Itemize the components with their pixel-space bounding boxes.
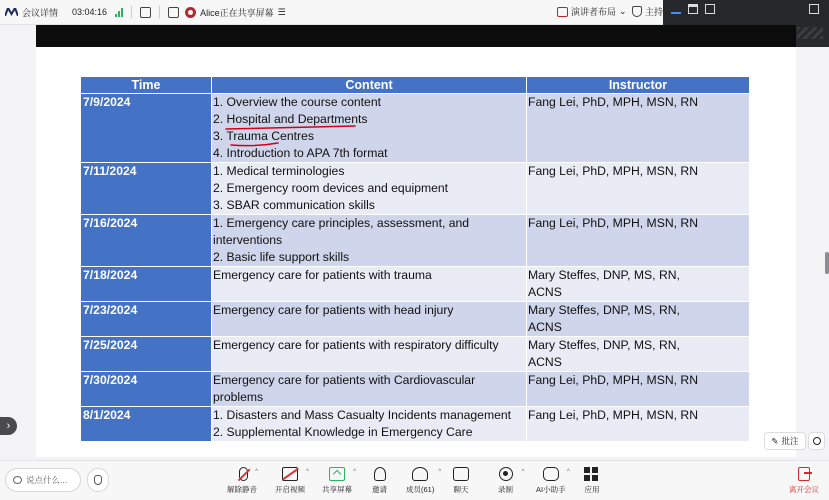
row-instructor bbox=[527, 94, 750, 163]
annotate-label: 批注 bbox=[781, 436, 799, 446]
row-content bbox=[212, 267, 527, 302]
host-button[interactable] bbox=[632, 5, 663, 18]
row-content bbox=[212, 407, 527, 442]
content-line: 1. Medical terminologies bbox=[213, 164, 345, 178]
ai-assistant-button[interactable] bbox=[536, 467, 570, 495]
instructor-line: Mary Steffes, DNP, MS, RN, bbox=[528, 303, 680, 317]
popout-icon[interactable] bbox=[140, 7, 151, 18]
instructor-line: Fang Lei, PhD, MPH, MSN, RN bbox=[528, 373, 698, 387]
header-instructor: Instructor bbox=[527, 77, 750, 94]
content-line: 3. Trauma Centres bbox=[213, 129, 314, 143]
content-line: 1. Emergency care principles, assessment, and bbox=[213, 216, 470, 230]
camera-off-icon: ^ bbox=[282, 467, 298, 481]
row-content bbox=[212, 94, 527, 163]
content-line: 4. Introduction to APA 7th format bbox=[213, 146, 388, 160]
content-line: interventions bbox=[213, 233, 283, 247]
row-content bbox=[212, 372, 527, 407]
header-content: Content bbox=[212, 77, 527, 94]
instructor-line: Fang Lei, PhD, MPH, MSN, RN bbox=[528, 95, 698, 109]
row-date: 7/30/2024 bbox=[81, 372, 212, 407]
row-content bbox=[212, 302, 527, 337]
record-label: 录制 bbox=[498, 485, 513, 494]
sharer-indicator[interactable] bbox=[185, 6, 286, 19]
row-instructor bbox=[527, 372, 750, 407]
panel-view-icons bbox=[671, 4, 715, 14]
content-line: 2. Basic life support skills bbox=[213, 250, 350, 264]
chat-input[interactable] bbox=[5, 468, 81, 492]
content-line: Emergency care for patients with head injury bbox=[213, 303, 454, 317]
table-row bbox=[81, 337, 750, 372]
minimize-icon[interactable] bbox=[671, 4, 681, 14]
instructor-line: Mary Steffes, DNP, MS, RN, bbox=[528, 338, 680, 352]
table-row bbox=[81, 267, 750, 302]
row-instructor bbox=[527, 267, 750, 302]
invite-icon bbox=[374, 467, 386, 481]
speaker-thumbnail bbox=[797, 27, 823, 39]
table-row bbox=[81, 163, 750, 215]
unmute-label: 解除静音 bbox=[227, 485, 257, 494]
table-row bbox=[81, 407, 750, 442]
divider bbox=[131, 6, 132, 18]
instructor-line: Fang Lei, PhD, MPH, MSN, RN bbox=[528, 164, 698, 178]
table-row bbox=[81, 215, 750, 267]
instructor-line: Mary Steffes, DNP, MS, RN, bbox=[528, 268, 680, 282]
leave-label: 离开会议 bbox=[789, 485, 819, 494]
raise-hand-button[interactable] bbox=[87, 468, 109, 492]
chat-label: 聊天 bbox=[453, 485, 469, 494]
table-row bbox=[81, 94, 750, 163]
start-video-button[interactable] bbox=[275, 467, 309, 495]
chat-icon bbox=[453, 467, 469, 481]
apps-button[interactable] bbox=[584, 467, 600, 495]
schedule-table bbox=[80, 76, 750, 442]
row-instructor bbox=[527, 163, 750, 215]
row-instructor bbox=[527, 302, 750, 337]
divider bbox=[159, 6, 160, 18]
invite-button[interactable] bbox=[372, 467, 387, 495]
share-screen-label: 共享屏幕 bbox=[322, 485, 352, 494]
instructor-line: ACNS bbox=[528, 320, 562, 334]
content-line: problems bbox=[213, 390, 264, 404]
apps-icon bbox=[584, 467, 600, 481]
table-row bbox=[81, 302, 750, 337]
row-date: 7/25/2024 bbox=[81, 337, 212, 372]
table-row bbox=[81, 372, 750, 407]
ai-assistant-icon: ^ bbox=[543, 467, 559, 481]
content-line: 2. Emergency room devices and equipment bbox=[213, 181, 449, 195]
row-date: 7/18/2024 bbox=[81, 267, 212, 302]
content-line: 1. Disasters and Mass Casualty Incidents management bbox=[213, 408, 512, 422]
content-line: Emergency care for patients with trauma bbox=[213, 268, 432, 282]
right-scroll-handle[interactable] bbox=[825, 252, 829, 274]
table-header-row bbox=[81, 77, 750, 94]
app-logo-icon bbox=[5, 8, 18, 16]
chevron-down-icon: ⌄ bbox=[619, 6, 627, 16]
instructor-line: ACNS bbox=[528, 285, 562, 299]
content-line: 1. Overview the course content bbox=[213, 95, 382, 109]
app-title[interactable]: 会议详情 bbox=[22, 7, 59, 18]
signal-icon bbox=[115, 8, 123, 17]
leave-meeting-button[interactable] bbox=[789, 467, 819, 495]
list-view-icon[interactable] bbox=[705, 4, 715, 14]
menu-icon[interactable]: ☰ bbox=[277, 6, 286, 17]
shared-screen-top-band bbox=[36, 25, 796, 47]
zoom-icon bbox=[813, 437, 821, 445]
instructor-line: Fang Lei, PhD, MPH, MSN, RN bbox=[528, 216, 698, 230]
layout-icon bbox=[557, 7, 568, 17]
pen-icon: ✎ bbox=[771, 435, 779, 446]
instructor-line: ACNS bbox=[528, 355, 562, 369]
shield-icon bbox=[632, 6, 642, 17]
content-line: 2. Hospital and Departments bbox=[213, 112, 368, 126]
row-instructor bbox=[527, 407, 750, 442]
start-video-label: 开启视频 bbox=[275, 485, 305, 494]
instructor-line: Fang Lei, PhD, MPH, MSN, RN bbox=[528, 408, 698, 422]
content-line: Emergency care for patients with respiratory difficulty bbox=[213, 338, 499, 352]
row-date: 7/9/2024 bbox=[81, 94, 212, 163]
header-time: Time bbox=[81, 77, 212, 94]
unmute-button[interactable] bbox=[227, 467, 257, 495]
row-content bbox=[212, 215, 527, 267]
sharer-text: Alice正在共享屏幕 bbox=[200, 7, 274, 18]
layout-button[interactable] bbox=[557, 5, 627, 18]
chat-button[interactable] bbox=[453, 467, 469, 495]
mic-muted-icon: ^ bbox=[239, 467, 248, 481]
collapse-panel-icon[interactable] bbox=[809, 4, 819, 14]
record-button[interactable] bbox=[498, 467, 525, 495]
row-date: 8/1/2024 bbox=[81, 407, 212, 442]
chat-bubble-icon bbox=[13, 476, 22, 484]
app-title-area[interactable] bbox=[0, 6, 58, 19]
meeting-timer: 03:04:16 bbox=[72, 7, 108, 17]
row-instructor bbox=[527, 215, 750, 267]
expand-left-tab[interactable]: › bbox=[0, 417, 17, 435]
members-label: 成员(61) bbox=[406, 485, 435, 494]
leave-icon bbox=[798, 467, 810, 481]
row-date: 7/16/2024 bbox=[81, 215, 212, 267]
record-icon: ^ bbox=[499, 467, 513, 481]
row-content bbox=[212, 337, 527, 372]
invite-label: 邀请 bbox=[372, 485, 387, 494]
sharer-avatar bbox=[185, 7, 196, 18]
row-date: 7/23/2024 bbox=[81, 302, 212, 337]
members-button[interactable] bbox=[406, 467, 442, 495]
chat-placeholder: 说点什么... bbox=[26, 475, 68, 485]
content-line: 2. Supplemental Knowledge in Emergency Care bbox=[213, 425, 473, 439]
row-content bbox=[212, 163, 527, 215]
gallery-view-icon[interactable] bbox=[688, 4, 698, 14]
view-switch-icon[interactable] bbox=[168, 7, 179, 18]
host-label: 主持 bbox=[645, 7, 664, 17]
apps-label: 应用 bbox=[584, 485, 600, 494]
zoom-button[interactable] bbox=[808, 432, 825, 450]
content-line: Emergency care for patients with Cardiovascular bbox=[213, 373, 476, 387]
share-screen-button[interactable] bbox=[322, 467, 356, 495]
row-date: 7/11/2024 bbox=[81, 163, 212, 215]
annotate-button[interactable] bbox=[764, 432, 806, 450]
layout-label: 演讲者布局 bbox=[571, 7, 617, 17]
members-icon: ^ bbox=[412, 467, 428, 481]
bottom-toolbar bbox=[0, 460, 829, 500]
content-line: 3. SBAR communication skills bbox=[213, 198, 375, 212]
hand-icon bbox=[94, 475, 102, 485]
ai-assistant-label: AI小助手 bbox=[536, 485, 566, 494]
share-screen-icon: ^ bbox=[329, 467, 345, 481]
row-instructor bbox=[527, 337, 750, 372]
